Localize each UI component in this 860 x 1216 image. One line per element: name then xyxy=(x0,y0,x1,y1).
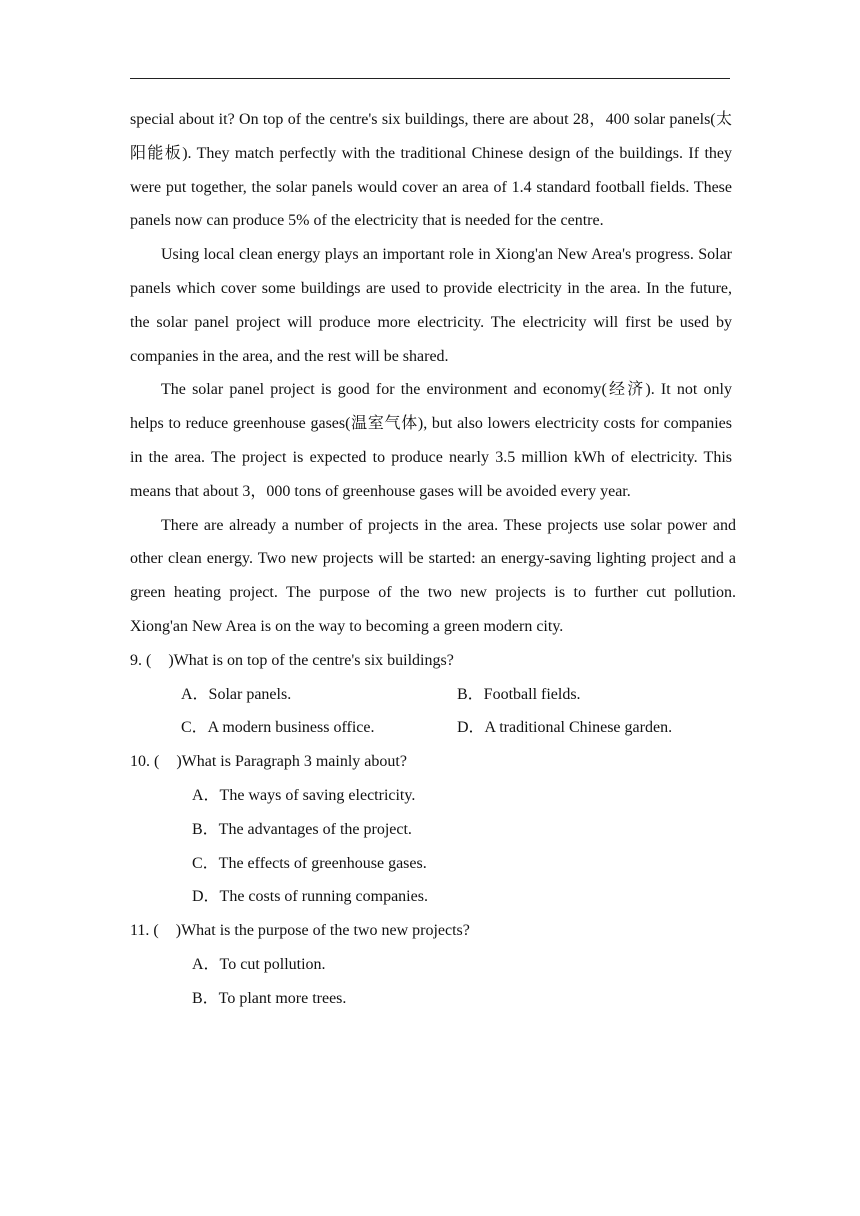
question-9-text: )What is on top of the centre's six buildings? xyxy=(168,651,454,669)
document-body xyxy=(130,103,736,1016)
question-10-text: )What is Paragraph 3 mainly about? xyxy=(176,753,407,771)
question-11-option-a[interactable]: A．To cut pollution. xyxy=(192,955,326,973)
question-11-number: 11. ( xyxy=(130,922,159,940)
question-11 xyxy=(130,914,732,948)
question-10-option-d[interactable]: D．The costs of running companies. xyxy=(192,888,428,906)
question-9-options-row-1 xyxy=(130,678,732,712)
question-10-option-a[interactable]: A．The ways of saving electricity. xyxy=(192,786,416,804)
question-9 xyxy=(130,644,732,678)
question-10-number: 10. ( xyxy=(130,753,160,771)
question-9-number: 9. ( xyxy=(130,651,152,669)
paragraph-1: special about it? On top of the centre's six buildings, there are about 28，400 solar panels(太阳能板). They match perfectly with the traditional Chinese design of the buildings. If they were put together, the solar panels would cover an area of 1.4 standard football fields. These panels now can produce 5% of the electricity that is needed for the centre. xyxy=(130,111,732,230)
question-10-option-c[interactable]: C．The effects of greenhouse gases. xyxy=(192,854,427,872)
question-11-option-b[interactable]: B．To plant more trees. xyxy=(192,989,347,1007)
paragraph-2: Using local clean energy plays an important role in Xiong'an New Area's progress. Solar panels which cover some buildings are used to provide electricity in the area. In the future, the solar panel project will produce more electricity. The electricity will first be used by companies in the area, and the rest will be shared. xyxy=(130,246,732,365)
question-9-options-row-2 xyxy=(130,711,732,745)
question-10-option-b[interactable]: B．The advantages of the project. xyxy=(192,820,412,838)
paragraph-3: The solar panel project is good for the environment and economy(经济). It not only helps to reduce greenhouse gases(温室气体), but also lowers electricity costs for companies in the area. The project is expected to produce nearly 3.5 million kWh of electricity. This means that about 3，000 tons of greenhouse gases will be avoided every year. xyxy=(130,381,732,500)
question-9-option-c[interactable]: C．A modern business office. xyxy=(181,719,375,737)
header-rule xyxy=(130,78,730,79)
question-9-option-a[interactable]: A．Solar panels. xyxy=(181,685,292,703)
question-9-option-b[interactable]: B．Football fields. xyxy=(457,685,581,703)
question-9-option-d[interactable]: D．A traditional Chinese garden. xyxy=(457,719,673,737)
question-11-text: )What is the purpose of the two new projects? xyxy=(175,922,470,940)
question-10 xyxy=(130,745,732,779)
paragraph-4: There are already a number of projects in the area. These projects use solar power and other clean energy. Two new projects will be started: an energy-saving lighting project and a green heating project. The purpose of the two new projects is to further cut pollution. Xiong'an New Area is on the way to becoming a green modern city. xyxy=(130,516,736,635)
